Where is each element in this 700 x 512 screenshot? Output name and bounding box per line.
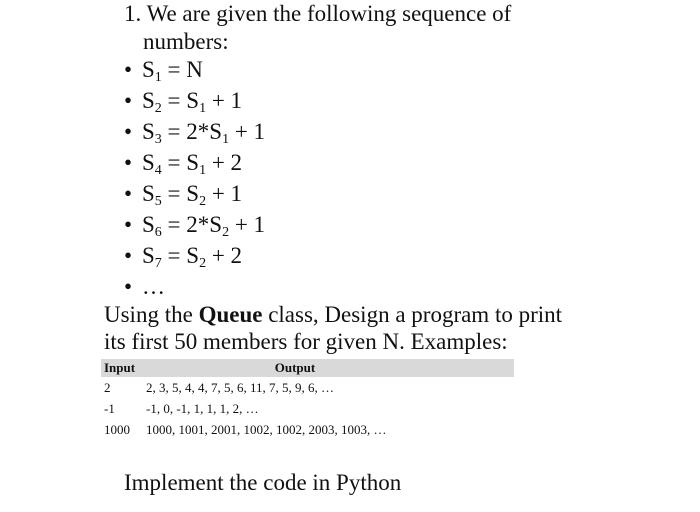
term-symbol: S bbox=[142, 212, 155, 237]
cell-input: -1 bbox=[104, 400, 115, 416]
sequence-item bbox=[124, 181, 242, 207]
design-line-1 bbox=[104, 302, 562, 328]
cell-input: 1000 bbox=[104, 421, 130, 437]
formula-index: 1 bbox=[199, 101, 207, 116]
term-index: 5 bbox=[154, 194, 162, 209]
bullet-dot: • bbox=[124, 119, 133, 144]
question-line-1 bbox=[124, 1, 511, 27]
cell-output: -1, 0, -1, 1, 1, 1, 2, … bbox=[146, 400, 259, 416]
term-symbol: S bbox=[142, 88, 155, 113]
formula-text: = N bbox=[161, 57, 203, 82]
question-number: 1. bbox=[124, 1, 142, 26]
question-text-1: We are given the following sequence of bbox=[146, 1, 512, 26]
term-index: 6 bbox=[154, 225, 162, 240]
sequence-item bbox=[124, 243, 242, 269]
sequence-item bbox=[124, 212, 265, 238]
term-index: 1 bbox=[154, 70, 162, 85]
sequence-item bbox=[124, 119, 265, 145]
table-row bbox=[101, 419, 514, 440]
formula-index: 2 bbox=[199, 256, 207, 271]
formula-index: 2 bbox=[222, 225, 230, 240]
ellipsis-text: … bbox=[142, 274, 165, 299]
table-row bbox=[101, 377, 514, 398]
formula-text: = S bbox=[161, 150, 200, 175]
design-prefix: Using the bbox=[104, 302, 199, 327]
bullet-dot: • bbox=[124, 150, 133, 175]
formula-index: 1 bbox=[199, 163, 207, 178]
table-row bbox=[101, 398, 514, 419]
sequence-ellipsis-item bbox=[124, 274, 165, 300]
cell-output: 2, 3, 5, 4, 4, 7, 5, 6, 11, 7, 5, 9, 6, … bbox=[146, 379, 335, 395]
sequence-item bbox=[124, 88, 242, 114]
term-index: 4 bbox=[154, 163, 162, 178]
bullet-dot: • bbox=[124, 243, 133, 268]
examples-table bbox=[101, 359, 514, 440]
term-index: 7 bbox=[154, 256, 162, 271]
formula-text: + 1 bbox=[206, 88, 243, 113]
bullet-dot: • bbox=[124, 274, 133, 299]
cell-output: 1000, 1001, 2001, 1002, 1002, 2003, 1003, … bbox=[146, 421, 387, 437]
formula-text: = 2*S bbox=[161, 119, 223, 144]
question-line-2: numbers: bbox=[143, 29, 229, 54]
formula-text: = S bbox=[161, 243, 200, 268]
sequence-item bbox=[124, 57, 203, 83]
term-index: 2 bbox=[154, 101, 162, 116]
queue-class-name: Queue bbox=[198, 302, 263, 327]
bullet-dot: • bbox=[124, 181, 133, 206]
formula-text: = S bbox=[161, 88, 200, 113]
bullet-dot: • bbox=[124, 212, 133, 237]
formula-text: + 1 bbox=[229, 212, 266, 237]
term-symbol: S bbox=[142, 57, 155, 82]
sequence-item bbox=[124, 150, 242, 176]
formula-index: 2 bbox=[199, 194, 207, 209]
formula-text: = 2*S bbox=[161, 212, 223, 237]
formula-index: 1 bbox=[222, 132, 230, 147]
table-header-row bbox=[101, 359, 514, 377]
term-symbol: S bbox=[142, 119, 155, 144]
header-input: Input bbox=[101, 359, 146, 377]
header-output: Output bbox=[146, 359, 514, 377]
design-suffix: class, Design a program to print bbox=[262, 302, 563, 327]
formula-text: + 2 bbox=[206, 243, 243, 268]
footer-instruction: Implement the code in Python bbox=[124, 470, 402, 495]
term-symbol: S bbox=[142, 181, 155, 206]
cell-input: 2 bbox=[104, 379, 111, 395]
design-line-2: its first 50 members for given N. Examples: bbox=[104, 329, 508, 354]
term-symbol: S bbox=[142, 243, 155, 268]
term-index: 3 bbox=[154, 132, 162, 147]
bullet-dot: • bbox=[124, 57, 133, 82]
formula-text: + 1 bbox=[229, 119, 266, 144]
term-symbol: S bbox=[142, 150, 155, 175]
formula-text: = S bbox=[161, 181, 200, 206]
formula-text: + 1 bbox=[206, 181, 243, 206]
formula-text: + 2 bbox=[206, 150, 243, 175]
bullet-dot: • bbox=[124, 88, 133, 113]
